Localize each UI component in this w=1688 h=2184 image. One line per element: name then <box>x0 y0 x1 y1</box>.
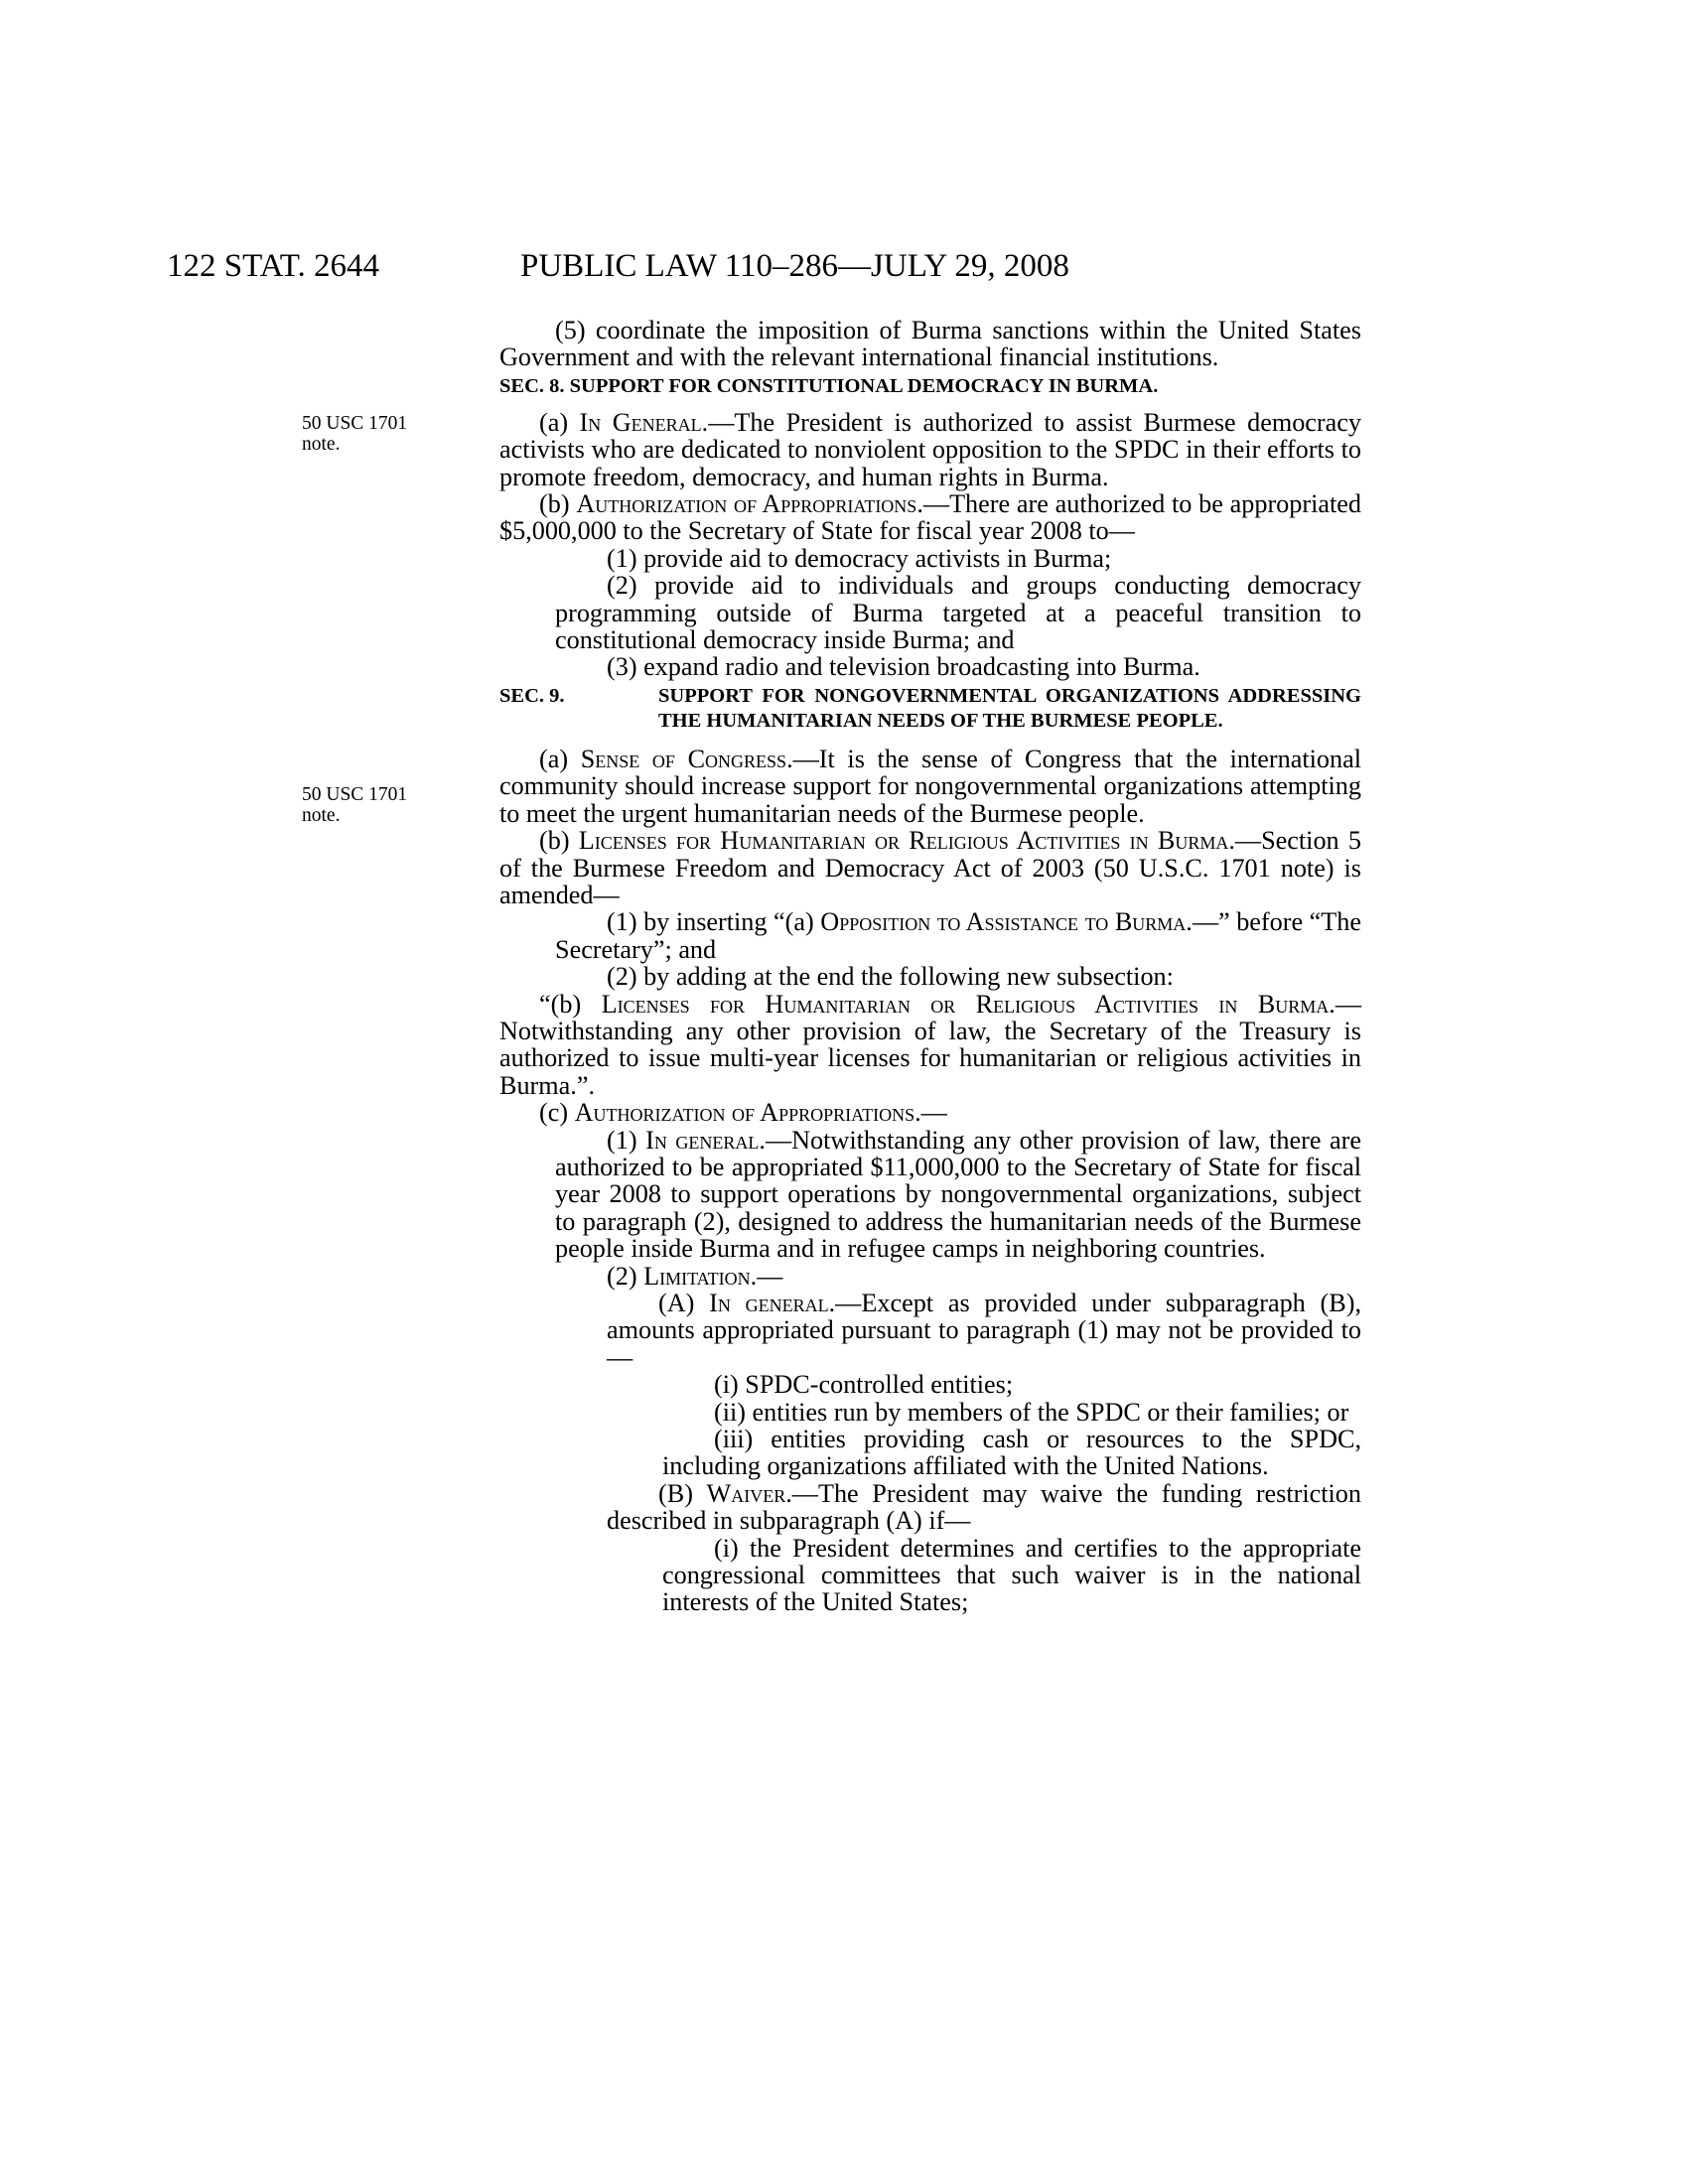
caption: Authorization of Appropriations <box>576 489 917 519</box>
sec9-c2-subparagraph-B: (B) Waiver.—The President may waive the funding restriction described in subparagraph (A) if— <box>607 1478 1361 1536</box>
caption: Waiver <box>706 1478 786 1508</box>
caption: Authorization of Appropriations <box>574 1098 915 1128</box>
sec9-b-item-2: (2) by adding at the end the following new subsection: <box>607 962 1174 992</box>
caption: In general <box>645 1125 760 1155</box>
sec8-b-item-1: (1) provide aid to democracy activists in Burma; <box>607 543 1112 573</box>
running-header <box>167 246 1209 286</box>
sec9-b-item-1: (1) by inserting “(a) Opposition to Assistance to Burma.—” before “The Secretary”; and <box>555 907 1361 964</box>
sec9-c2A-clause-i: (i) SPDC-controlled entities; <box>714 1370 1014 1400</box>
section-9-heading: SEC. 9. SUPPORT FOR NONGOVERNMENTAL ORGANIZATIONS ADDRESSING THE HUMANITARIAN NEEDS OF THE BURMESE PEOPLE. <box>499 684 1361 732</box>
sec9-c2A-clause-ii: (ii) entities run by members of the SPDC or their families; or <box>714 1397 1349 1427</box>
sec9-subsection-a: (a) Sense of Congress.—It is the sense of Congress that the international community should increase support for nongovernmental organizations attempting to meet the urgent humanitarian needs of the Burmese people. <box>499 744 1361 828</box>
margin-note-sec8: 50 USC 1701 note. <box>302 413 408 455</box>
sec9-subsection-c: (c) Authorization of Appropriations.— <box>539 1098 947 1128</box>
sec9-subsection-b: (b) Licenses for Humanitarian or Religious Activities in Burma.—Section 5 of the Burmese Freedom and Democracy Act of 2003 (50 U.S.C. 1701 note) is amended— <box>499 826 1361 909</box>
sec9-c2A-clause-iii: (iii) entities providing cash or resources to the SPDC, including organizations affiliated with the United Nations. <box>662 1425 1361 1481</box>
caption: Licenses for Humanitarian or Religious Activities in Burma <box>578 826 1229 856</box>
sec9-c-paragraph-2: (2) Limitation.— <box>607 1261 783 1291</box>
caption: Opposition to Assistance to Burma <box>820 907 1187 937</box>
caption: Licenses for Humanitarian or Religious Activities in Burma <box>601 989 1330 1019</box>
margin-note-sec9: 50 USC 1701 note. <box>302 784 408 826</box>
section-8-heading: SEC. 8. SUPPORT FOR CONSTITUTIONAL DEMOCRACY IN BURMA. <box>499 374 1159 397</box>
paragraph-5: (5) coordinate the imposition of Burma sanctions within the United States Government and with the relevant international financial institutions. <box>499 316 1361 372</box>
caption: In General <box>579 407 702 437</box>
sec8-b-item-3: (3) expand radio and television broadcasting into Burma. <box>607 652 1200 682</box>
sec9-c2-subparagraph-A: (A) In general.—Except as provided under subparagraph (B), amounts appropriated pursuant to paragraph (1) may not be provided to— <box>607 1289 1361 1372</box>
sec8-subsection-b: (b) Authorization of Appropriations.—There are authorized to be appropriated $5,000,000 to the Secretary of State for fiscal year 2008 to— <box>499 489 1361 546</box>
caption: Sense of Congress <box>580 744 787 773</box>
sec8-b-item-2: (2) provide aid to individuals and groups conducting democracy programming outside of Burma targeted at a peaceful transition to constitutional democracy inside Burma; and <box>555 571 1361 655</box>
public-law-citation: PUBLIC LAW 110–286—JULY 29, 2008 <box>520 248 1069 284</box>
sec9-c2B-clause-i: (i) the President determines and certifies to the appropriate congressional committees that such waiver is in the national interests of the United States; <box>662 1533 1361 1617</box>
caption: In general <box>709 1289 829 1317</box>
document-body <box>499 317 1361 1616</box>
statute-page-number: 122 STAT. 2644 <box>167 248 380 284</box>
sec9-c-paragraph-1: (1) In general.—Notwithstanding any other provision of law, there are authorized to be appropriated $11,000,000 to the Secretary of State for fiscal year 2008 to support operations by nongovernmental organizations, subject to paragraph (2), designed to address the humanitarian needs of the Burmese people inside Burma and in refugee camps in neighboring countries. <box>555 1125 1361 1264</box>
caption: Limitation <box>643 1261 751 1291</box>
sec9-b-quoted-subsection: “(b) Licenses for Humanitarian or Religious Activities in Burma.—Notwithstanding any other provision of law, the Secretary of the Treasury is authorized to issue multi-year licenses for humanitarian or religious activities in Burma.”. <box>499 989 1362 1100</box>
sec8-subsection-a: (a) In General.—The President is authorized to assist Burmese democracy activists who are dedicated to nonviolent opposition to the SPDC in their efforts to promote freedom, democracy, and human rights in Burma. <box>499 407 1361 491</box>
